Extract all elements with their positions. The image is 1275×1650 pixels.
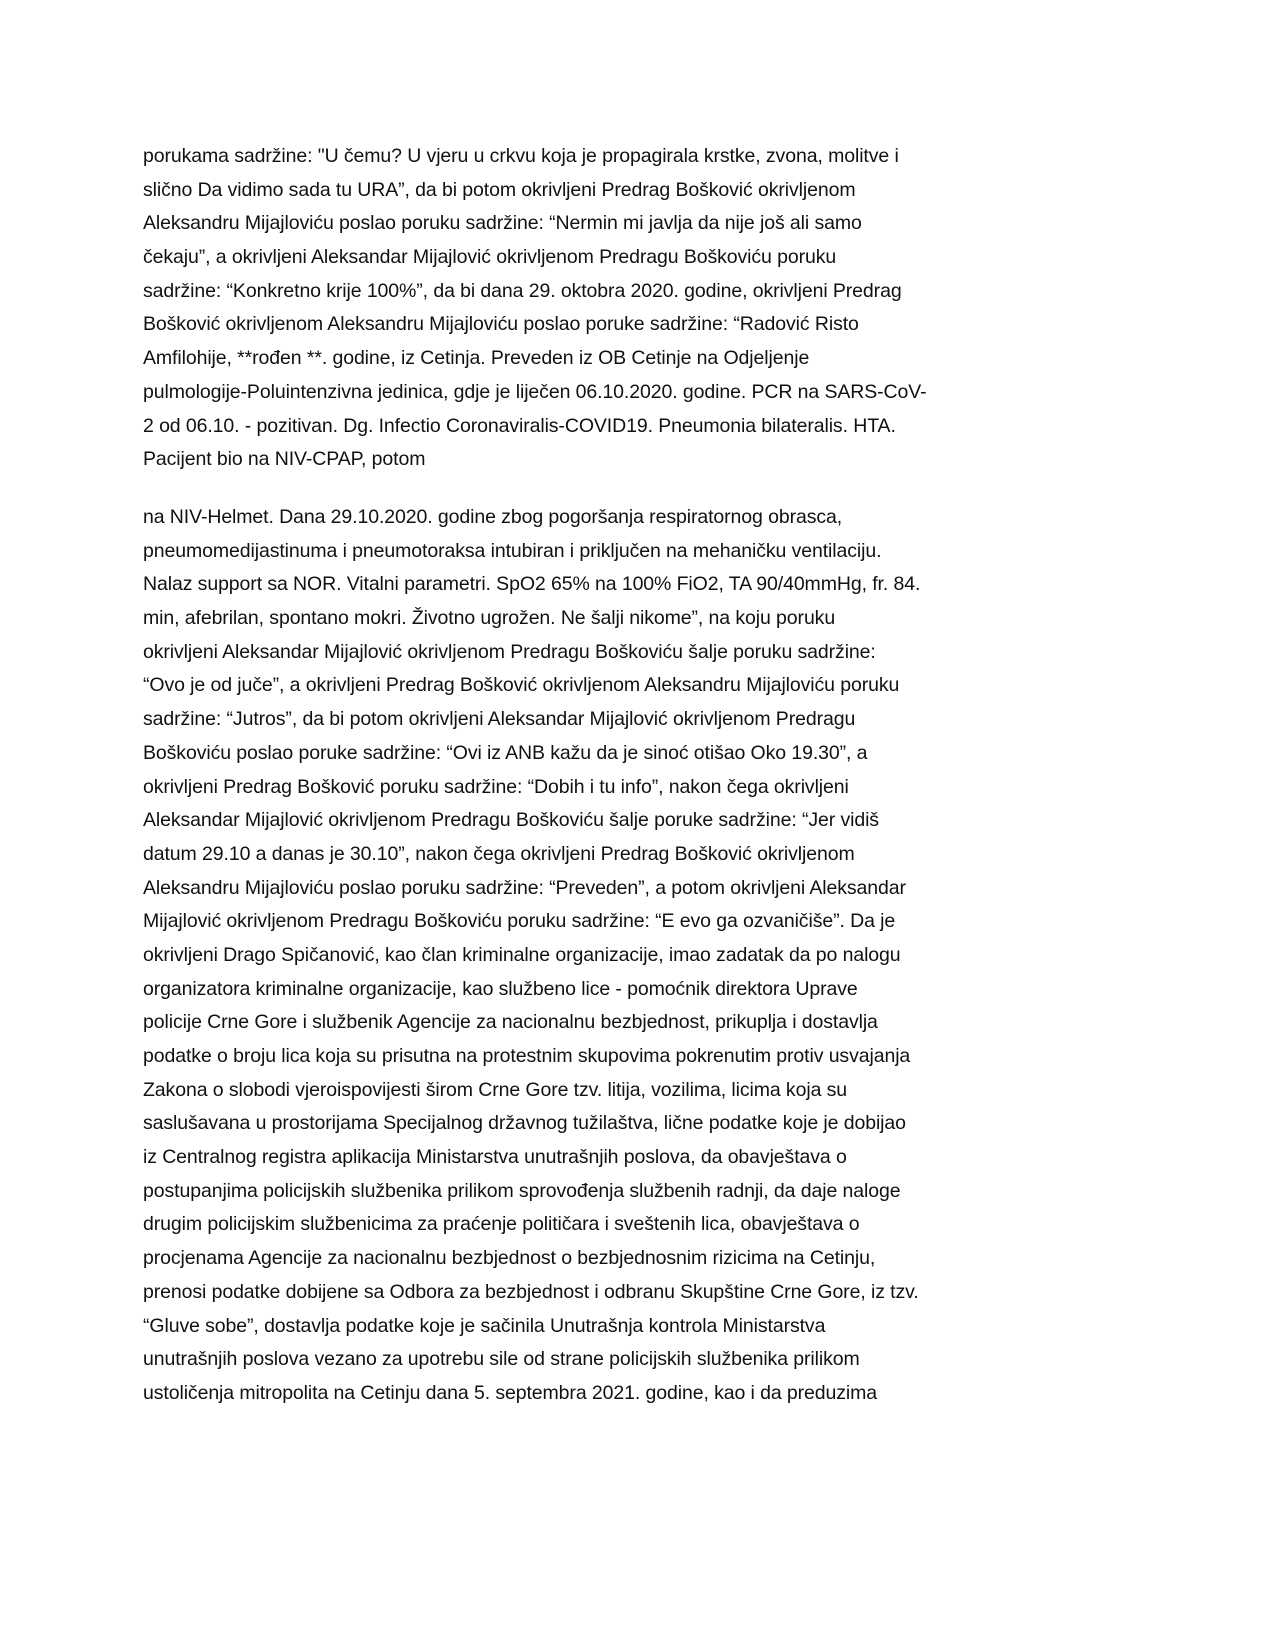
- text-line: 2 od 06.10. - pozitivan. Dg. Infectio Coronaviralis-COVID19. Pneumonia bilateralis. HTA.: [143, 414, 896, 437]
- paragraph-2: [143, 501, 1083, 1411]
- text-line: “Ovo je od juče”, a okrivljeni Predrag Bošković okrivljenom Aleksandru Mijajloviću poruku: [143, 674, 900, 697]
- text-line: “Gluve sobe”, dostavlja podatke koje je sačinila Unutrašnja kontrola Ministarstva: [143, 1314, 826, 1337]
- text-line: drugim policijskim službenicima za praćenje političara i sveštenih lica, obavještava o: [143, 1213, 860, 1236]
- text-line: Nalaz support sa NOR. Vitalni parametri. SpO2 65% na 100% FiO2, TA 90/40mmHg, fr. 84.: [143, 573, 921, 596]
- text-line: Boškoviću poslao poruke sadržine: “Ovi iz ANB kažu da je sinoć otišao Oko 19.30”, a: [143, 741, 868, 764]
- text-line: sadržine: “Konkretno krije 100%”, da bi dana 29. oktobra 2020. godine, okrivljeni Predrag: [143, 279, 902, 302]
- text-line: Bošković okrivljenom Aleksandru Mijajloviću poslao poruke sadržine: “Radović Risto: [143, 313, 859, 336]
- text-line: min, afebrilan, spontano mokri. Životno ugrožen. Ne šalji nikome”, na koju poruku: [143, 607, 836, 630]
- paragraph-1: [143, 140, 1083, 477]
- text-line: saslušavana u prostorijama Specijalnog državnog tužilaštva, lične podatke koje je dobijao: [143, 1112, 906, 1135]
- text-line: datum 29.10 a danas je 30.10”, nakon čega okrivljeni Predrag Bošković okrivljenom: [143, 842, 855, 865]
- text-line: pneumomedijastinuma i pneumotoraksa intubiran i priključen na mehaničku ventilaciju.: [143, 539, 882, 562]
- text-line: iz Centralnog registra aplikacija Ministarstva unutrašnjih poslova, da obavještava o: [143, 1146, 847, 1169]
- text-line: okrivljeni Drago Spičanović, kao član kriminalne organizacije, imao zadatak da po nalogu: [143, 943, 901, 966]
- text-line: porukama sadržine: "U čemu? U vjeru u crkvu koja je propagirala krstke, zvona, molitve i: [143, 145, 899, 167]
- text-line: unutrašnjih poslova vezano za upotrebu sile od strane policijskih službenika prilikom: [143, 1348, 860, 1371]
- text-line: postupanjima policijskih službenika prilikom sprovođenja službenih radnji, da daje naloge: [143, 1179, 901, 1202]
- text-line: na NIV-Helmet. Dana 29.10.2020. godine zbog pogoršanja respiratornog obrasca,: [143, 506, 843, 528]
- text-line: ustoličenja mitropolita na Cetinju dana 5. septembra 2021. godine, kao i da preduzima: [143, 1381, 878, 1404]
- text-line: prenosi podatke dobijene sa Odbora za bezbjednost i odbranu Skupštine Crne Gore, iz tzv.: [143, 1280, 919, 1303]
- text-line: okrivljeni Predrag Bošković poruku sadržine: “Dobih i tu info”, nakon čega okrivljeni: [143, 775, 849, 798]
- text-line: čekaju”, a okrivljeni Aleksandar Mijajlović okrivljenom Predragu Boškoviću poruku: [143, 246, 837, 269]
- text-line: pulmologije-Poluintenzivna jedinica, gdje je liječen 06.10.2020. godine. PCR na SARS-CoV-: [143, 380, 927, 403]
- text-line: Aleksandar Mijajlović okrivljenom Predragu Boškoviću šalje poruke sadržine: “Jer vidiš: [143, 809, 879, 832]
- text-line: procjenama Agencije za nacionalnu bezbjednost o bezbjednosnim rizicima na Cetinju,: [143, 1247, 876, 1270]
- text-line: organizatora kriminalne organizacije, kao službeno lice - pomoćnik direktora Uprave: [143, 977, 858, 1000]
- text-line: Aleksandru Mijajloviću poslao poruku sadržine: “Preveden”, a potom okrivljeni Aleksandar: [143, 876, 906, 899]
- text-line: Pacijent bio na NIV-CPAP, potom: [143, 448, 426, 471]
- text-line: policije Crne Gore i službenik Agencije za nacionalnu bezbjednost, prikuplja i dostavlja: [143, 1011, 878, 1034]
- text-line: slično Da vidimo sada tu URA”, da bi potom okrivljeni Predrag Bošković okrivljenom: [143, 178, 856, 201]
- text-line: podatke o broju lica koja su prisutna na protestnim skupovima pokrenutim protiv usvajanja: [143, 1045, 911, 1067]
- text-line: okrivljeni Aleksandar Mijajlović okrivljenom Predragu Boškoviću šalje poruku sadržine:: [143, 640, 876, 663]
- text-line: Mijajlović okrivljenom Predragu Boškoviću poruku sadržine: “E evo ga ozvaničiše”. Da je: [143, 910, 896, 933]
- text-line: sadržine: “Jutros”, da bi potom okrivljeni Aleksandar Mijajlović okrivljenom Predragu: [143, 708, 856, 731]
- text-line: Aleksandru Mijajloviću poslao poruku sadržine: “Nermin mi javlja da nije još ali samo: [143, 212, 862, 235]
- text-line: Amfilohije, **rođen **. godine, iz Cetinja. Preveden iz OB Cetinje na Odjeljenje: [143, 347, 810, 370]
- text-line: Zakona o slobodi vjeroispovijesti širom Crne Gore tzv. litija, vozilima, licima koja su: [143, 1078, 848, 1101]
